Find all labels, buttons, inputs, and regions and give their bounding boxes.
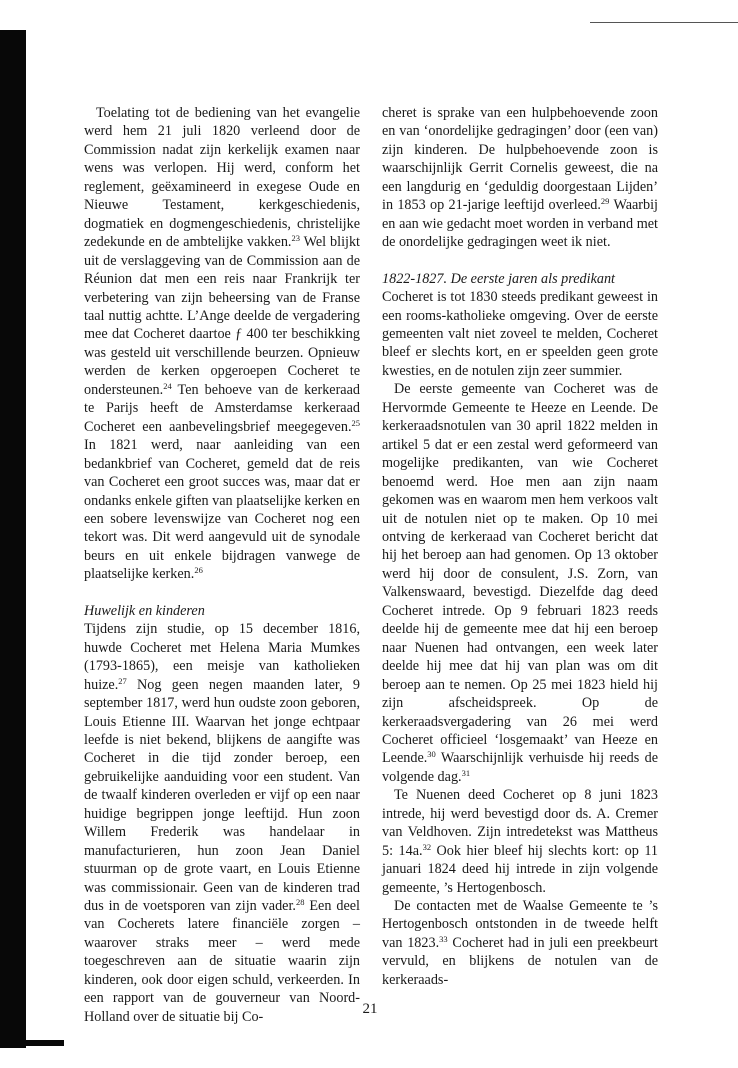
paragraph-huwelijk: Tijdens zijn studie, op 15 december 1816, huwde Cocheret met Helena Maria Mumkes (1793-1865), een meisje van katholieken huize.$^{27}$ Nog geen negen maanden later, 9 september 1817, werd hun oudste zoon geboren, Louis Etienne III. Waarvan het jonge echtpaar leefde is niet bekend, blijkens de aangifte was Cocheret in die tijd zonder beroep, een gebruikelijke aanduiding voor een student. Van de twaalf kinderen overleden er vijf op een naar huidige begrippen jonge leeftijd. Hun zoon Willem Frederik was handelaar in manufacturieren, hun zoon Jean Daniel stuurman op de grote vaart, en Louis Etienne was commissionair. Geen van de kinderen trad dus in de voetsporen van zijn vader.$^{28}$ Een deel van Cocherets latere financiële zorgen – waarover straks meer – werd mede toegeschreven aan de situatie waarin zijn kinderen, ook door eigen schuld, verkeerden. In een rapport van de gouverneur van Noord-Holland over de situatie bij Co- bbox=[84, 621, 361, 1025]
footnote-ref: 31 bbox=[461, 767, 471, 778]
paragraph-waalse-gemeente: De contacten met de Waalse Gemeente te ’s Hertogenbosch ontstonden in de tweede helft van 1823.33 Cocheret had in juli een preekbeurt vervuld, en blijkens de notulen van de kerkeraads- bbox=[382, 898, 658, 988]
scan-edge-bar bbox=[0, 30, 26, 1048]
paragraph-rooms-katholiek: Cocheret is tot 1830 steeds predikant geweest in een rooms-katholieke omgeving. Over de eerste gemeenten valt niet zoveel te melden, Cocheret bleef er slechts kort, en er speelden geen grote kwesties, en de notulen zijn zeer summier. bbox=[382, 289, 658, 379]
footnote-ref: 32 bbox=[422, 841, 432, 852]
footnote-ref: 30 bbox=[427, 749, 436, 760]
footnote-ref: 24 bbox=[163, 380, 172, 391]
paragraph-continuation: cheret is sprake van een hulpbehoevende zoon en van ‘onordelijke gedragingen’ door (een van) zijn kinderen. De hulpbehoevende zoon is waarschijnlijk Gerrit Cornelis geweest, die na een langdurig en ‘geduldig doorgestaan Lijden’ in 1853 op 21-jarige leeftijd overleed.$^{29}$ Waarbij en aan wie gedacht moet worden in verband met de onordelijke gedragingen weet ik niet. bbox=[382, 105, 659, 251]
footnote-ref: 27 bbox=[118, 675, 127, 686]
footnote-ref: 29 bbox=[600, 196, 610, 207]
paragraph-nuenen: Te Nuenen deed Cocheret op 8 juni 1823 intrede, hij werd bevestigd door ds. A. Cremer van Veldhoven. Zijn intredetekst was Mattheus 5: 14a.$^{32}$ Ook hier bleef hij slechts kort: op 11 januari 1824 deed hij intrede in zijn volgende gemeente, ’s Hertogenbosch. bbox=[382, 787, 658, 896]
footnote-ref: 28 bbox=[295, 897, 305, 908]
page-number: 21 bbox=[362, 1001, 378, 1017]
footnote-ref: 26 bbox=[194, 565, 203, 576]
paragraph-toelating: Toelating tot de bediening van het evangelie werd hem 21 juli 1820 verleend door de Commission nadat zijn kerkelijk examen naar wens was verlopen. Hij werd, conform het reglement, geëxamineerd in exegese Oude en Nieuwe Testament, kerkgeschiedenis, dogmatiek en dogmengeschiedenis, christelijke zedekunde en de ambtelijke vakken.$^{23}$ Wel blijkt uit de verslaggeving van de Commission aan de Réunion dat men een reis naar Frankrijk ter verbetering van zijn beheersing van de Franse taal nuttig achtte. L’Ange deelde de vergadering mee dat Cocheret daartoe ƒ 400 ter beschikking was gesteld uit verschillende beurzen. Opnieuw werden de kerken opgeroepen Cocheret te ondersteunen.$^{24}$ Ten behoeve van de kerkeraad te Parijs heeft de Amsterdamse kerkeraad Cocheret een aanbevelingsbrief meegegeven.$^{25}$ In 1821 werd, naar aanleiding van een bedankbrief van Cocheret, gemeld dat de reis van Cocheret een groot succes was, maar dat er ondanks enkele giften van plaatselijke kerken en een sobere levenswijze van Cocheret nog een tekort was. Dit werd aangevuld uit de synodale beurs en uit enkele bijdragen vanwege de plaatselijke kerken.$^{26}$ bbox=[84, 105, 360, 583]
top-rule bbox=[590, 22, 738, 23]
footnote-ref: 25 bbox=[351, 417, 360, 428]
right-column bbox=[382, 104, 658, 989]
paragraph-heeze-leende: De eerste gemeente van Cocheret was de Hervormde Gemeente te Heeze en Leende. De kerkeraadsnotulen van 30 april 1822 melden in artikel 5 dat er een zestal werd geformeerd van mogelijke predikanten, van wie Cocheret benoemd werd. Hoe men aan zijn naam gekomen was en waarom men hem verkoos valt uit de notulen niet op te maken. Op 10 mei ontving de kerkeraad van Cocheret bericht dat hij het beroep aan had genomen. Op 13 oktober werd hij door de consulent, J.S. Zorn, van Valkenswaard, bevestigd. Diezelfde dag deed Cocheret intrede. Op 9 februari 1823 reeds deelde hij de gemeente mee dat hij een beroep naar Nuenen had ontvangen, een week later deelde hij mee dat hij van plan was om dit beroep aan te nemen. Op 25 mei 1823 hield hij zijn afscheidspreek. Op de kerkeraadsvergadering van 26 mei werd Cocheret officieel ‘losgemaakt’ van Heeze en Leende.$^{30}$ Waarschijnlijk verhuisde hij reeds de volgende dag.$^{31}$ bbox=[382, 381, 658, 785]
section-heading-predikant: 1822-1827. De eerste jaren als predikant bbox=[382, 270, 615, 287]
footnote-ref: 33 bbox=[439, 933, 448, 944]
scan-edge-foot bbox=[0, 1040, 64, 1046]
section-heading-huwelijk: Huwelijk en kinderen bbox=[84, 602, 205, 619]
footnote-ref: 23 bbox=[291, 233, 300, 244]
left-column bbox=[84, 104, 360, 1026]
